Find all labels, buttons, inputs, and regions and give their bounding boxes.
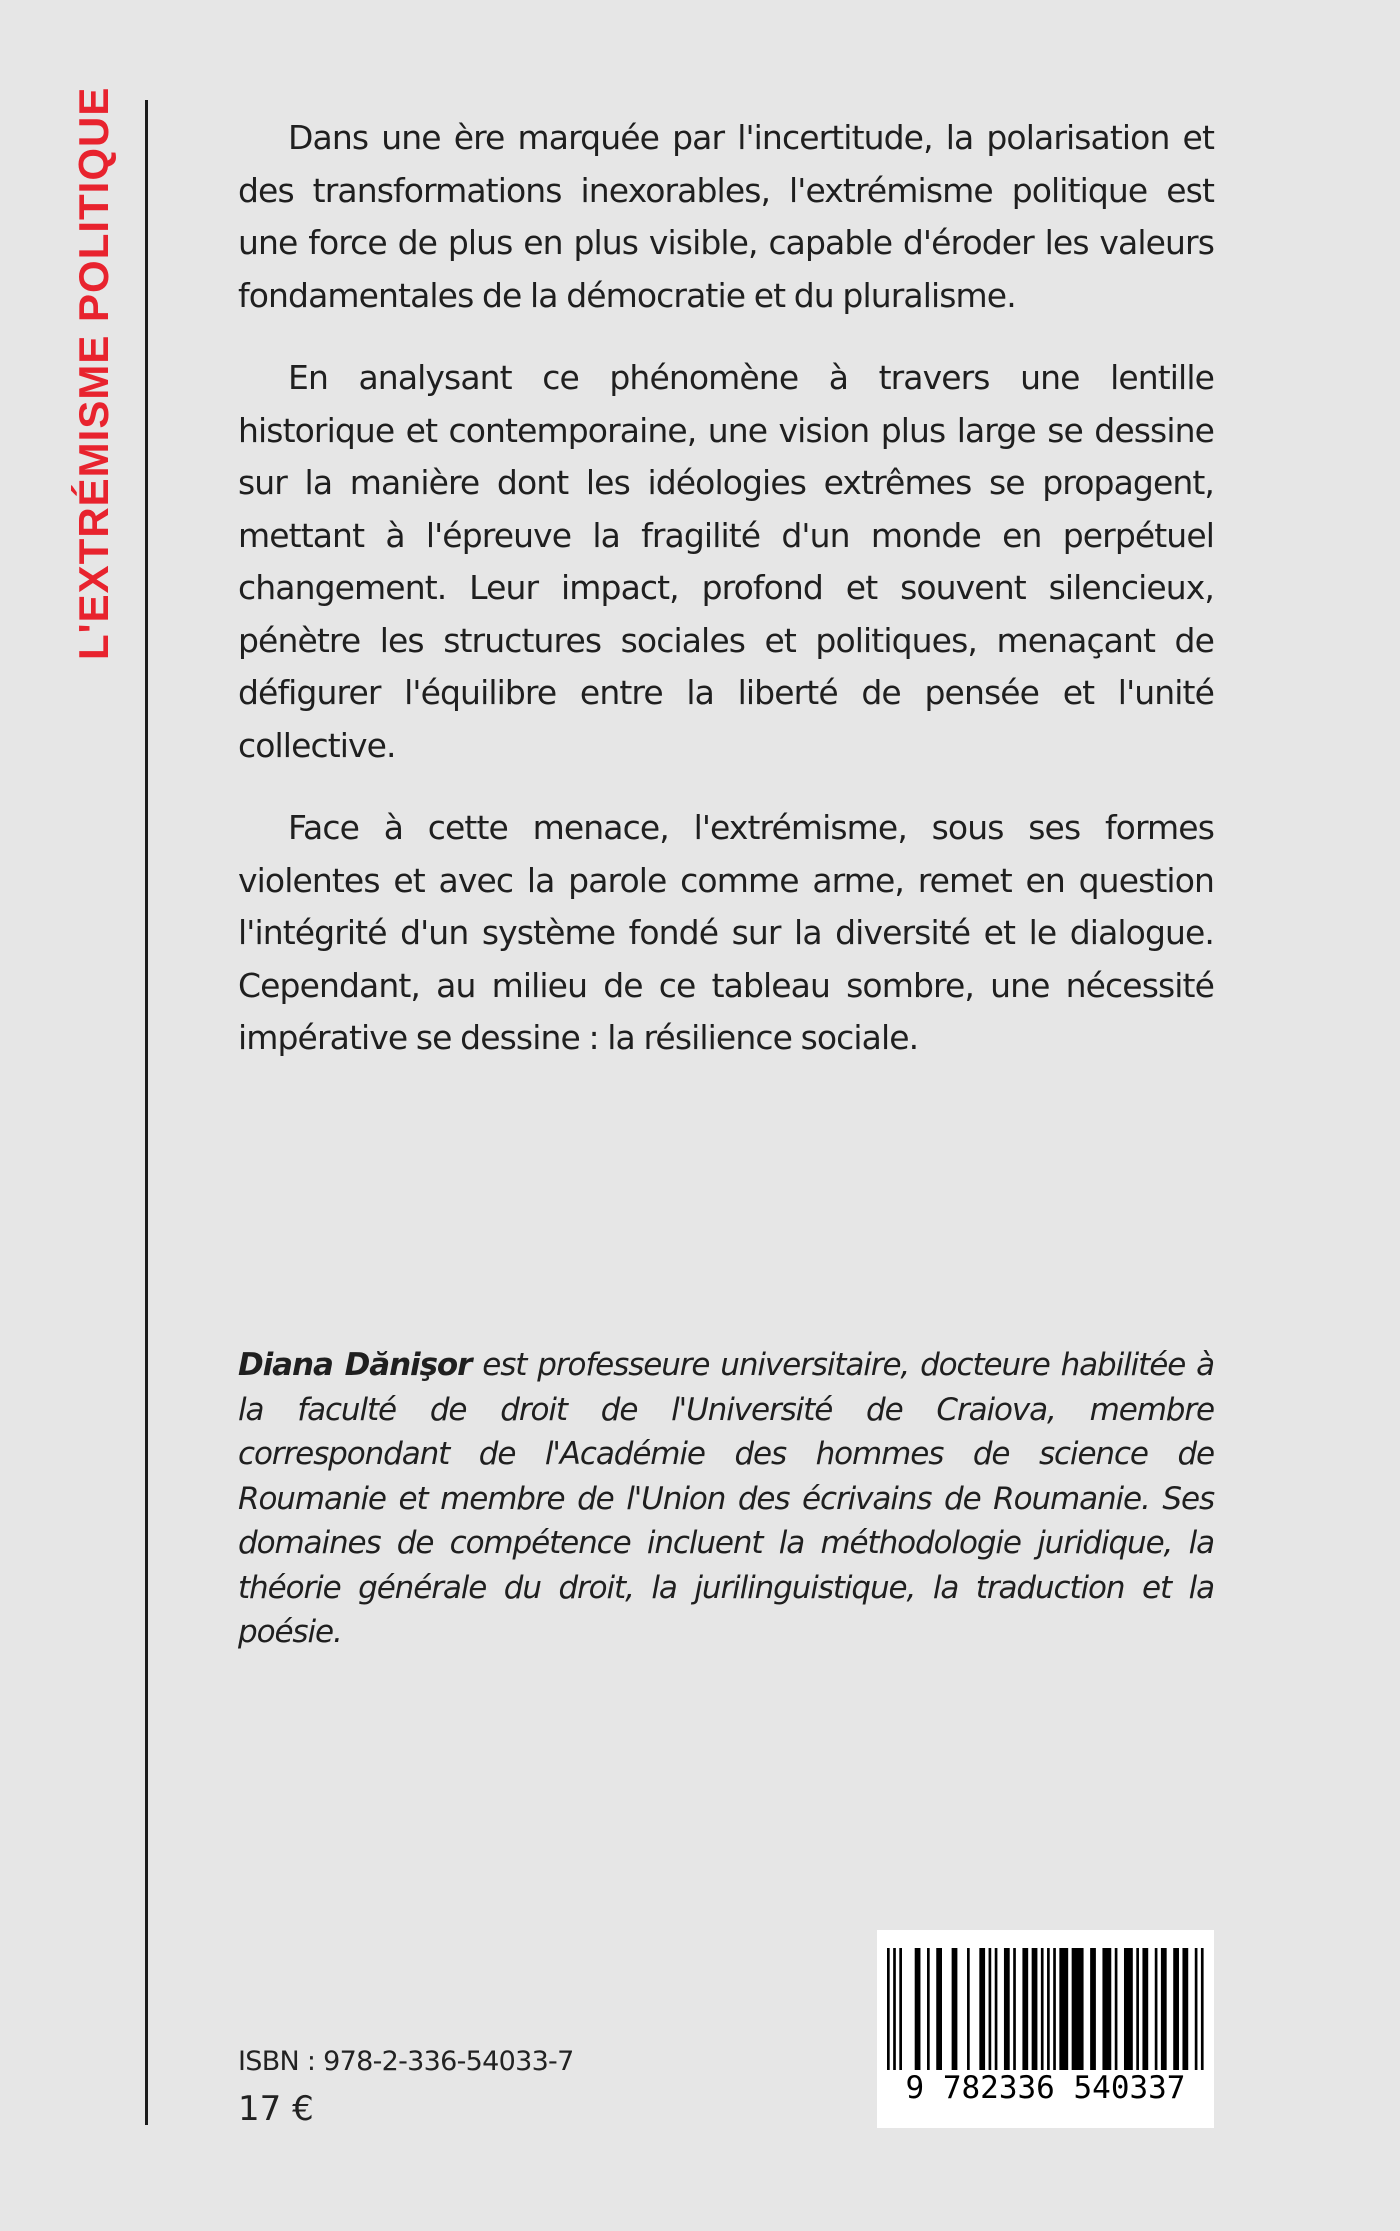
barcode-bar-25 xyxy=(1142,1948,1148,2070)
barcode-bar-9 xyxy=(989,1948,992,2070)
barcode-bar-3 xyxy=(915,1948,921,2070)
barcode-bar-5 xyxy=(936,1948,942,2070)
author-bio xyxy=(238,1343,1214,1655)
barcode-bar-19 xyxy=(1072,1948,1084,2070)
blurb-paragraph-2: En analysant ce phénomène à travers une lentille historique et contemporaine, une vision plus large se dessine sur la manière dont les idéologies extrêmes se propagent, mettant à l'épreuve la fragilité d'un monde en perpétuel changement. Leur impact, profond et souvent silencieux, pénètre les structures sociales et politiques, menaçant de défigurer l'équilibre entre la liberté de pensée et l'unité collective. xyxy=(238,358,1214,765)
isbn: ISBN : 978-2-336-54033-7 xyxy=(238,2046,574,2077)
vertical-divider xyxy=(145,100,148,2125)
barcode-bar-4 xyxy=(927,1948,930,2070)
barcode-bar-30 xyxy=(1195,1948,1198,2070)
barcode-bar-23 xyxy=(1124,1948,1133,2070)
price: 17 € xyxy=(238,2089,314,2129)
barcode-bar-29 xyxy=(1182,1948,1188,2070)
author-bio-text: est professeure universitaire, docteure habilitée à la faculté de droit de l'Université de Craiova, membre correspondant de l'Académie des hommes de science de Roumanie et membre de l'Union des écrivains de Roumanie. Ses domaines de compétence incluent la méthodologie juridique, la théorie générale du droit, la jurilinguistique, la traduction et la poésie. xyxy=(238,1347,1214,1650)
barcode-bar-15 xyxy=(1041,1948,1044,2070)
barcode-bar-0 xyxy=(887,1948,890,2070)
barcode-bar-2 xyxy=(899,1948,902,2070)
blurb-paragraph-1: Dans une ère marquée par l'incertitude, la polarisation et des transformations inexorables, l'extrémisme politique est une force de plus en plus visible, capable d'éroder les valeurs fondamentales de la démocratie et du pluralisme. xyxy=(238,118,1214,315)
barcode-bar-7 xyxy=(967,1948,970,2070)
barcode-bar-27 xyxy=(1161,1948,1167,2070)
barcode-bar-28 xyxy=(1173,1948,1179,2070)
blurb-paragraph-3: Face à cette menace, l'extrémisme, sous ses formes violentes et avec la parole comme arme, remet en question l'intégrité d'un système fondé sur la diversité et le dialogue. Cependant, au milieu de ce tableau sombre, une nécessité impérative se dessine : la résilience sociale. xyxy=(238,808,1214,1057)
barcode-bar-12 xyxy=(1013,1948,1016,2070)
barcode-bar-14 xyxy=(1032,1948,1038,2070)
barcode-bar-13 xyxy=(1022,1948,1028,2070)
barcode-bar-16 xyxy=(1047,1948,1050,2070)
barcode-bar-10 xyxy=(995,1948,998,2070)
barcode-bar-11 xyxy=(1004,1948,1010,2070)
author-name: Diana Dănişor xyxy=(238,1347,472,1383)
barcode-bar-26 xyxy=(1155,1948,1158,2070)
back-cover-blurb xyxy=(238,112,1214,1095)
barcode-bars xyxy=(887,1948,1204,2070)
barcode-number: 9 782336 540337 xyxy=(905,2070,1186,2106)
barcode xyxy=(877,1930,1214,2128)
barcode-bar-20 xyxy=(1090,1948,1096,2070)
barcode-bar-24 xyxy=(1136,1948,1139,2070)
barcode-bar-6 xyxy=(952,1948,958,2070)
barcode-bar-17 xyxy=(1053,1948,1056,2070)
barcode-bar-1 xyxy=(893,1948,896,2070)
barcode-bar-8 xyxy=(979,1948,985,2070)
barcode-bar-21 xyxy=(1102,1948,1111,2070)
barcode-bar-18 xyxy=(1059,1948,1068,2070)
spine-title-text: L'EXTRÉMISME POLITIQUE xyxy=(70,86,117,660)
barcode-bar-31 xyxy=(1201,1948,1204,2070)
barcode-bar-22 xyxy=(1115,1948,1118,2070)
